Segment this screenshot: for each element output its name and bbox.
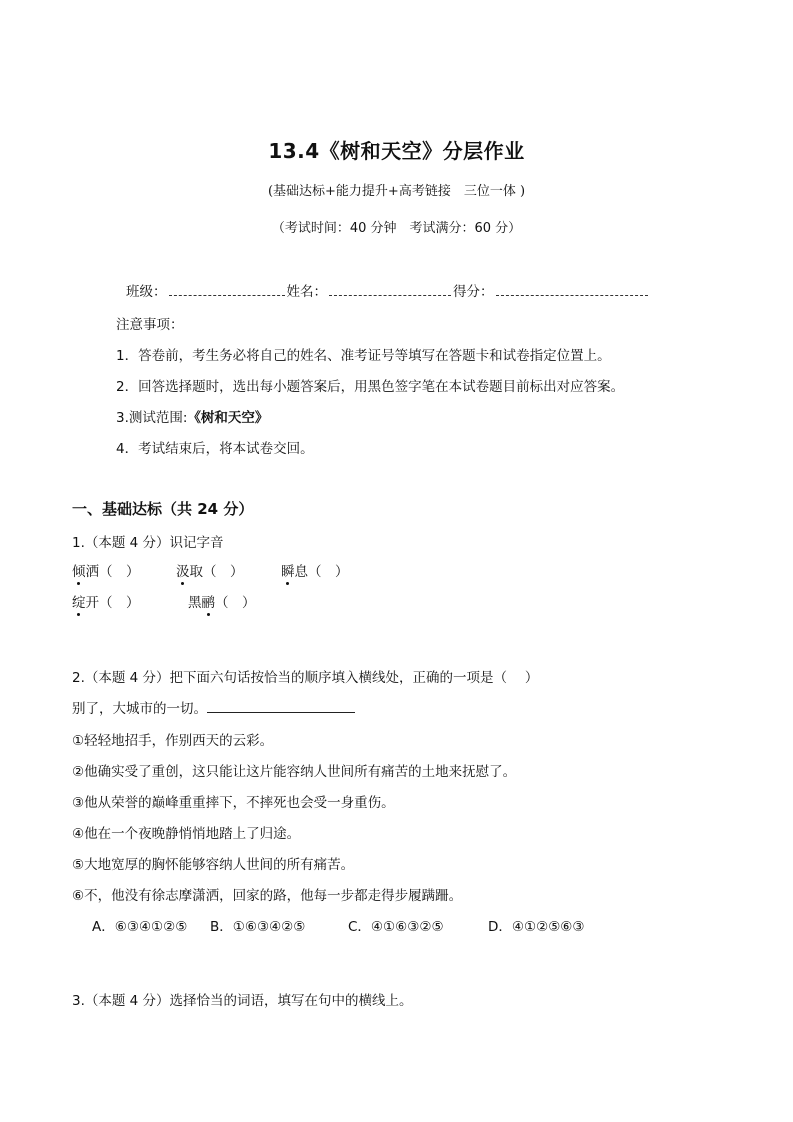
test-scope: 《树和天空》	[187, 410, 269, 426]
q2-sentence-5: ⑤大地宽厚的胸怀能够容纳人世间的所有痛苦。	[72, 857, 355, 873]
q1-word-2-rest: 取（ ）	[189, 564, 244, 580]
note-item-3-text: 3.测试范围:	[116, 410, 188, 426]
q1-word-4	[72, 591, 140, 611]
class-label: 班级：	[126, 284, 167, 300]
exam-time-info: （考试时间：40 分钟 考试满分：60 分）	[271, 221, 522, 236]
q2-option-b: B．①⑥③④②⑤	[210, 919, 306, 935]
q2-sentence-4: ④他在一个夜晚静悄悄地踏上了归途。	[72, 826, 301, 842]
q1-word-1-rest: 洒（ ）	[85, 564, 140, 580]
q2-option-c: C．④①⑥③②⑤	[348, 919, 444, 935]
q2-sentence-1: ①轻轻地招手，作别西天的云彩。	[72, 733, 274, 749]
page-subtitle: (基础达标+能力提升+高考链接 三位一体 )	[267, 184, 526, 199]
q1-word-5-rest: （ ）	[215, 595, 256, 611]
q1-word-4-rest: 开（ ）	[85, 595, 140, 611]
note-item-2: 2．回答选择题时，选出每小题答案后，用黑色签字笔在本试卷题目前标出对应答案。	[116, 379, 625, 395]
note-item-4: 4．考试结束后，将本试卷交回。	[116, 441, 314, 457]
q1-word-1-char: 倾	[72, 564, 86, 580]
q2-option-d: D．④①②⑤⑥③	[488, 919, 585, 935]
q2-lead-sentence	[72, 697, 355, 717]
q1-word-5-char: 鹂	[201, 595, 215, 611]
q1-word-3-char: 瞬	[281, 564, 295, 580]
q1-word-2	[176, 560, 244, 580]
score-blank	[496, 283, 648, 296]
q1-word-3-rest: 息（ ）	[294, 564, 349, 580]
q2-sentence-6: ⑥不，他没有徐志摩潇洒，回家的路，他每一步都走得步履蹒跚。	[72, 888, 463, 904]
q2-sentence-3: ③他从荣誉的巅峰重重摔下，不摔死也会受一身重伤。	[72, 795, 395, 811]
name-blank	[329, 283, 451, 296]
q2-answer-line	[207, 698, 355, 713]
q1-word-4-char: 绽	[72, 595, 86, 611]
name-label: 姓名：	[286, 284, 327, 300]
question-2-stem: 2.（本题 4 分）把下面六句话按恰当的顺序填入横线处，正确的一项是（ ）	[72, 670, 539, 686]
q1-word-5-pre: 黑	[188, 595, 202, 611]
q1-word-2-char: 汲	[176, 564, 190, 580]
page-title: 13.4《树和天空》分层作业	[268, 139, 525, 163]
notes-heading: 注意事项：	[116, 317, 184, 333]
question-3-stem: 3.（本题 4 分）选择恰当的词语，填写在句中的横线上。	[72, 993, 413, 1009]
q2-option-a: A．⑥③④①②⑤	[92, 919, 188, 935]
note-item-3	[116, 406, 268, 426]
section-1-title: 一、基础达标（共 24 分）	[72, 500, 254, 518]
note-item-1: 1．答卷前，考生务必将自己的姓名、准考证号等填写在答题卡和试卷指定位置上。	[116, 348, 611, 364]
q1-word-3	[281, 560, 349, 580]
score-label: 得分：	[453, 284, 494, 300]
q1-word-1	[72, 560, 140, 580]
class-blank	[169, 283, 285, 296]
q2-lead-text: 别了，大城市的一切。	[72, 701, 207, 717]
question-1-stem: 1.（本题 4 分）识记字音	[72, 535, 224, 551]
q1-word-5	[188, 591, 256, 611]
student-info-row	[126, 280, 650, 300]
q2-sentence-2: ②他确实受了重创，这只能让这片能容纳人世间所有痛苦的土地来抚慰了。	[72, 764, 517, 780]
